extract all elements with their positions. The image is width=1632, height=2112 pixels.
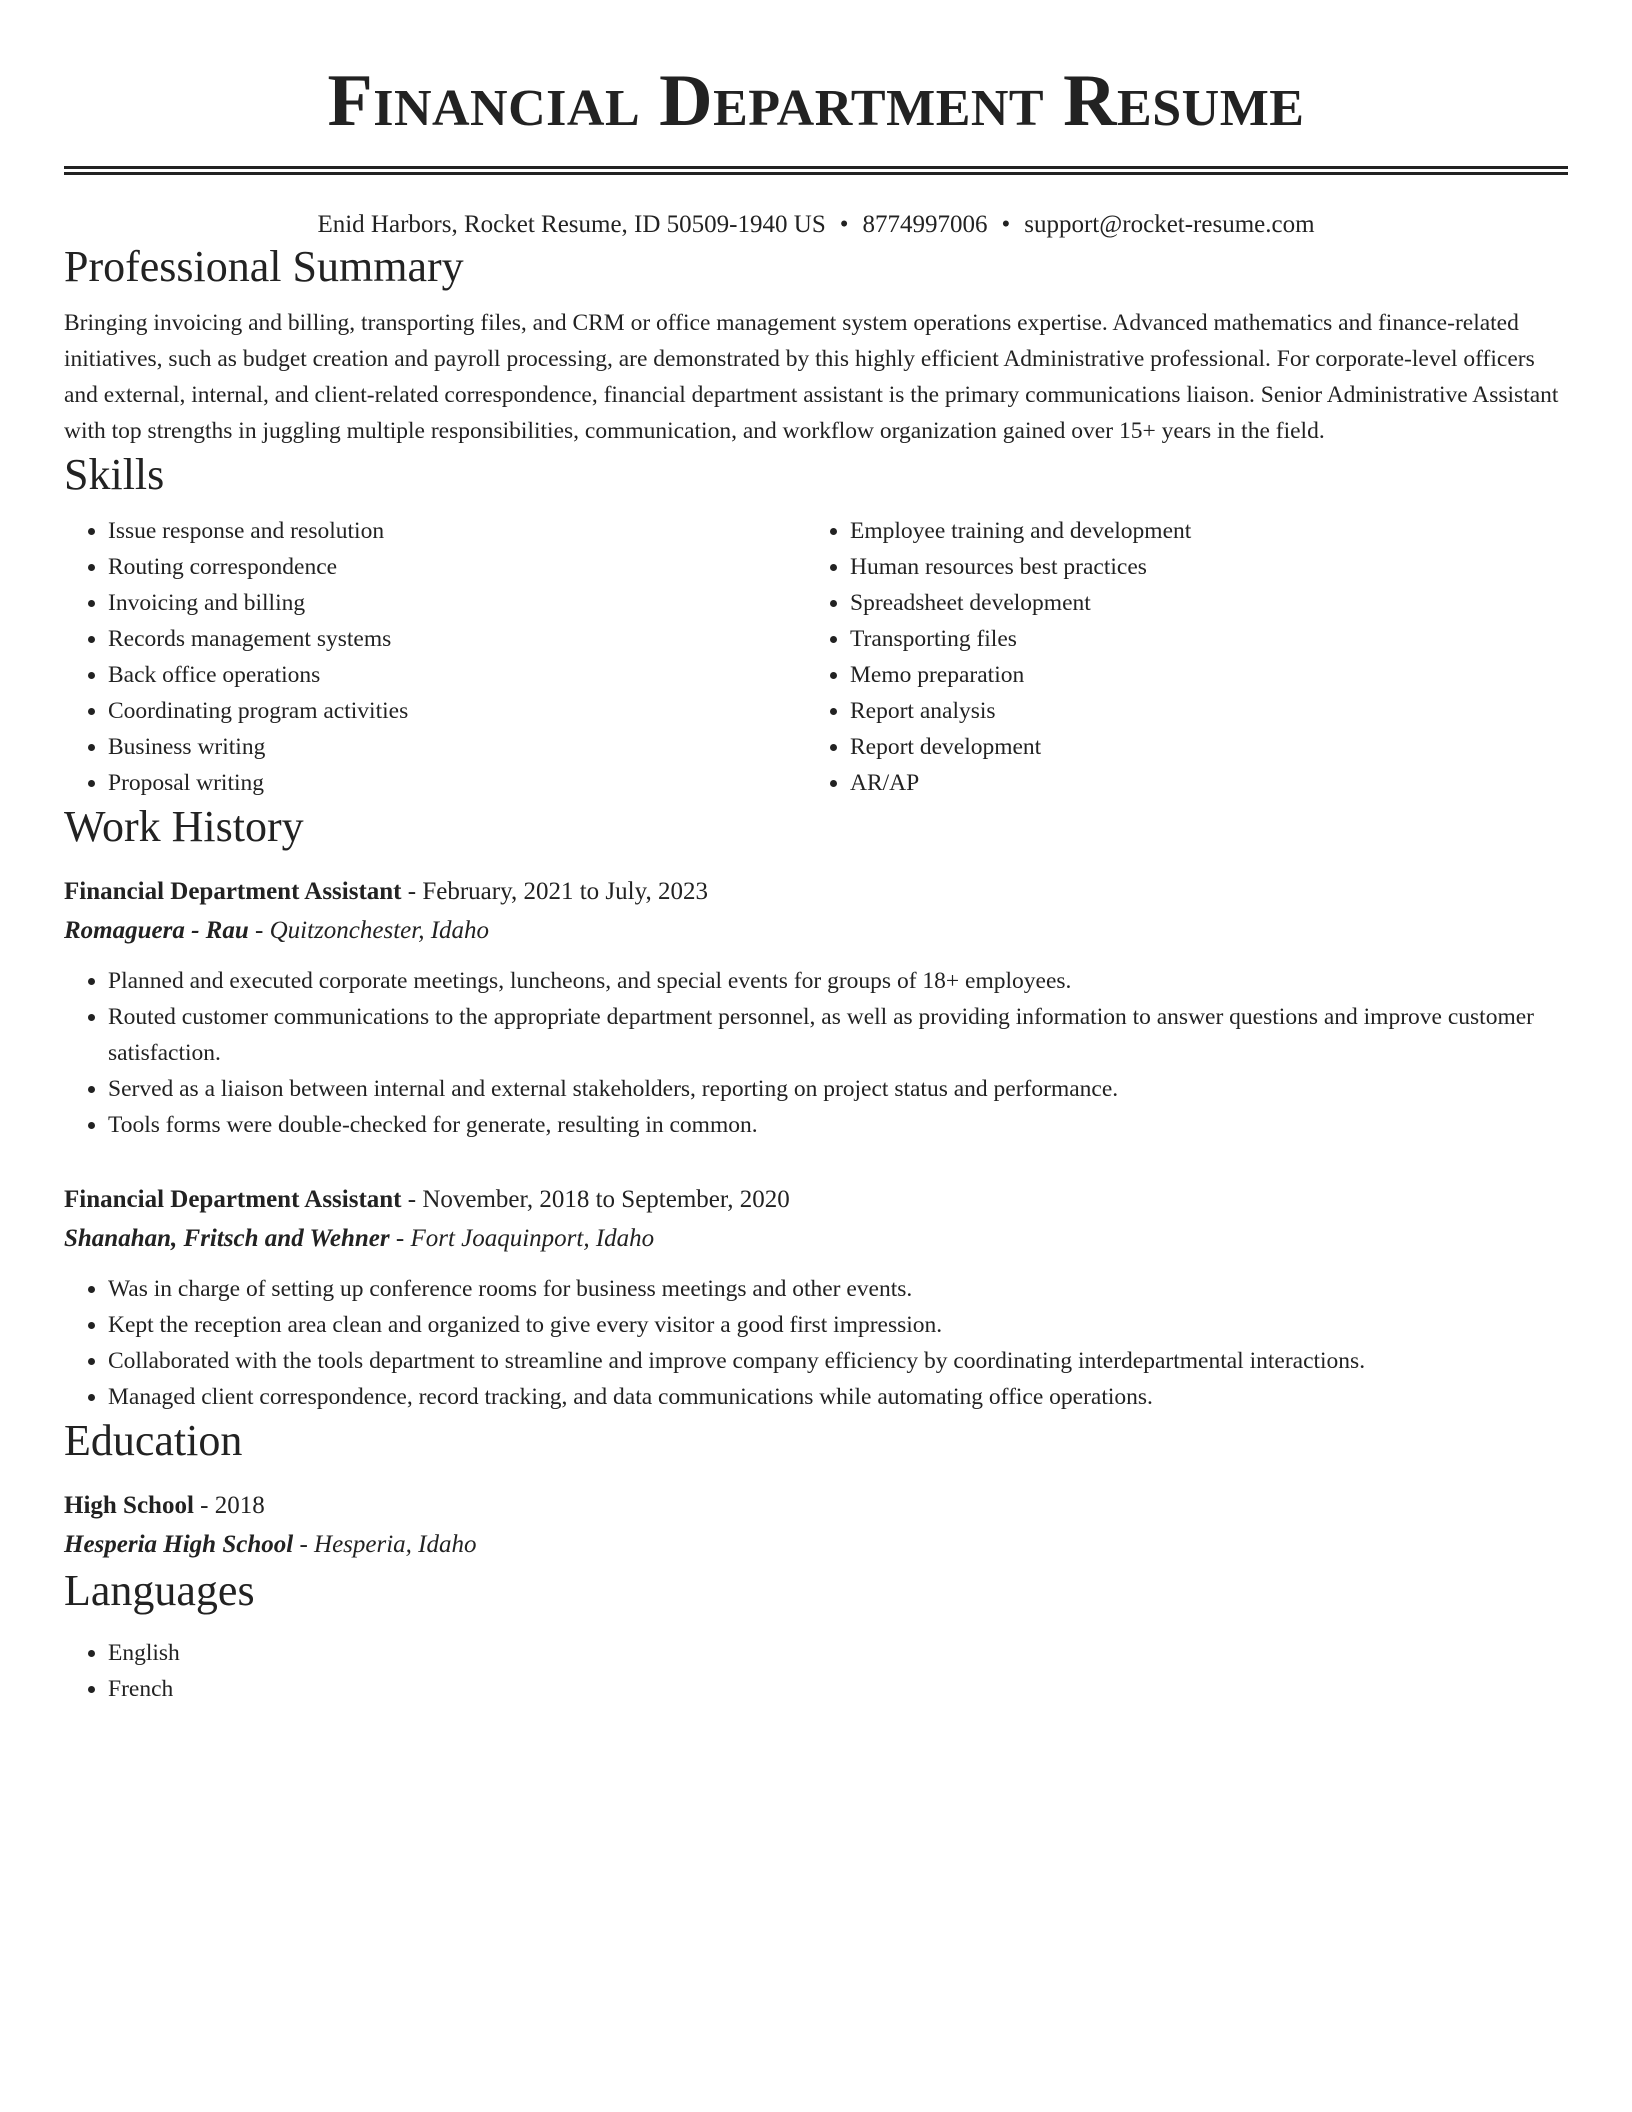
skill-item: • Transporting files bbox=[850, 621, 1548, 657]
job-bullet: • Kept the reception area clean and organized to give every visitor a good first impression. bbox=[108, 1307, 1568, 1343]
education-degree: High School bbox=[64, 1492, 194, 1519]
skill-item: • Spreadsheet development bbox=[850, 585, 1548, 621]
contact-separator: • bbox=[839, 211, 849, 238]
education-entry bbox=[64, 1487, 1568, 1565]
work-history-list bbox=[64, 873, 1568, 1415]
job-entry bbox=[64, 873, 1568, 1143]
skill-item: • Report development bbox=[850, 729, 1548, 765]
skill-item: • Report analysis bbox=[850, 693, 1548, 729]
resume-title: Financial Department Resume bbox=[327, 60, 1305, 142]
job-bullet: • Managed client correspondence, record tracking, and data communications while automating office operations. bbox=[108, 1379, 1568, 1415]
skill-item: • Routing correspondence bbox=[108, 549, 806, 585]
education-location: Hesperia, Idaho bbox=[314, 1531, 477, 1558]
work-history-heading: Work History bbox=[64, 802, 304, 851]
summary-text: Bringing invoicing and billing, transporting files, and CRM or office management system operations expertise. Advanced mathematics and finance-related initiatives, such as budget creation and payroll processing, are demonstrated by this highly efficient Administrative professional. For corporate-level officers and external, internal, and client-related correspondence, financial department assistant is the primary communications liaison. Senior Administrative Assistant with top strengths in juggling multiple responsibilities, communication, and workflow organization gained over 15+ years in the field. bbox=[64, 310, 1559, 444]
skill-item: • Business writing bbox=[108, 729, 806, 765]
job-title: Financial Department Assistant bbox=[64, 878, 402, 905]
education-degree-line: High School - 2018 bbox=[64, 1492, 265, 1519]
summary-heading: Professional Summary bbox=[64, 242, 464, 291]
job-company-line: Shanahan, Fritsch and Wehner - Fort Joaquinport, Idaho bbox=[64, 1225, 655, 1252]
language-item: • French bbox=[108, 1671, 1568, 1707]
job-bullets bbox=[64, 963, 1568, 1143]
skill-item: • Records management systems bbox=[108, 621, 806, 657]
job-bullet: • Planned and executed corporate meetings, luncheons, and special events for groups of 18+ employees. bbox=[108, 963, 1568, 999]
skill-item: • Invoicing and billing bbox=[108, 585, 806, 621]
contact-line bbox=[64, 209, 1568, 241]
job-location: Fort Joaquinport, Idaho bbox=[410, 1225, 655, 1252]
languages-heading: Languages bbox=[64, 1566, 255, 1615]
job-bullet: • Was in charge of setting up conference rooms for business meetings and other events. bbox=[108, 1271, 1568, 1307]
education-year: 2018 bbox=[214, 1492, 265, 1519]
contact-address: Enid Harbors, Rocket Resume, ID 50509-1940 US bbox=[317, 211, 826, 238]
job-title: Financial Department Assistant bbox=[64, 1186, 402, 1213]
contact-separator: • bbox=[1001, 211, 1011, 238]
skill-item: • Coordinating program activities bbox=[108, 693, 806, 729]
skill-item: • Human resources best practices bbox=[850, 549, 1548, 585]
job-bullet: • Collaborated with the tools department to streamline and improve company efficiency by coordinating interdepartmental interactions. bbox=[108, 1343, 1568, 1379]
job-entry bbox=[64, 1181, 1568, 1415]
education-school-line: Hesperia High School - Hesperia, Idaho bbox=[64, 1531, 477, 1558]
job-company: Romaguera - Rau bbox=[64, 917, 249, 944]
job-bullet: • Served as a liaison between internal and external stakeholders, reporting on project status and performance. bbox=[108, 1071, 1568, 1107]
job-dates: February, 2021 to July, 2023 bbox=[422, 878, 708, 905]
education-heading: Education bbox=[64, 1416, 243, 1465]
title-divider bbox=[64, 166, 1568, 175]
skill-item: • Employee training and development bbox=[850, 513, 1548, 549]
skills-right-column bbox=[806, 513, 1548, 801]
skills-left-column bbox=[64, 513, 806, 801]
job-bullet: • Tools forms were double-checked for generate, resulting in common. bbox=[108, 1107, 1568, 1143]
job-title-line: Financial Department Assistant - February, 2021 to July, 2023 bbox=[64, 878, 708, 905]
education-school: Hesperia High School bbox=[64, 1531, 294, 1558]
skills-grid bbox=[64, 513, 1568, 801]
languages-list bbox=[64, 1635, 1568, 1707]
skill-item: • Back office operations bbox=[108, 657, 806, 693]
skill-item: • Issue response and resolution bbox=[108, 513, 806, 549]
skill-item: • AR/AP bbox=[850, 765, 1548, 801]
skills-heading: Skills bbox=[64, 450, 165, 499]
resume-page bbox=[64, 0, 1568, 1707]
job-company: Shanahan, Fritsch and Wehner bbox=[64, 1225, 390, 1252]
job-dates: November, 2018 to September, 2020 bbox=[422, 1186, 790, 1213]
skill-item: • Proposal writing bbox=[108, 765, 806, 801]
contact-email: support@rocket-resume.com bbox=[1024, 211, 1315, 238]
job-company-line: Romaguera - Rau - Quitzonchester, Idaho bbox=[64, 917, 490, 944]
language-item: • English bbox=[108, 1635, 1568, 1671]
job-title-line: Financial Department Assistant - November, 2018 to September, 2020 bbox=[64, 1186, 790, 1213]
job-location: Quitzonchester, Idaho bbox=[269, 917, 490, 944]
contact-phone: 8774997006 bbox=[862, 211, 988, 238]
job-bullets bbox=[64, 1271, 1568, 1415]
job-bullet: • Routed customer communications to the appropriate department personnel, as well as providing information to answer questions and improve customer satisfaction. bbox=[108, 999, 1568, 1071]
skill-item: • Memo preparation bbox=[850, 657, 1548, 693]
